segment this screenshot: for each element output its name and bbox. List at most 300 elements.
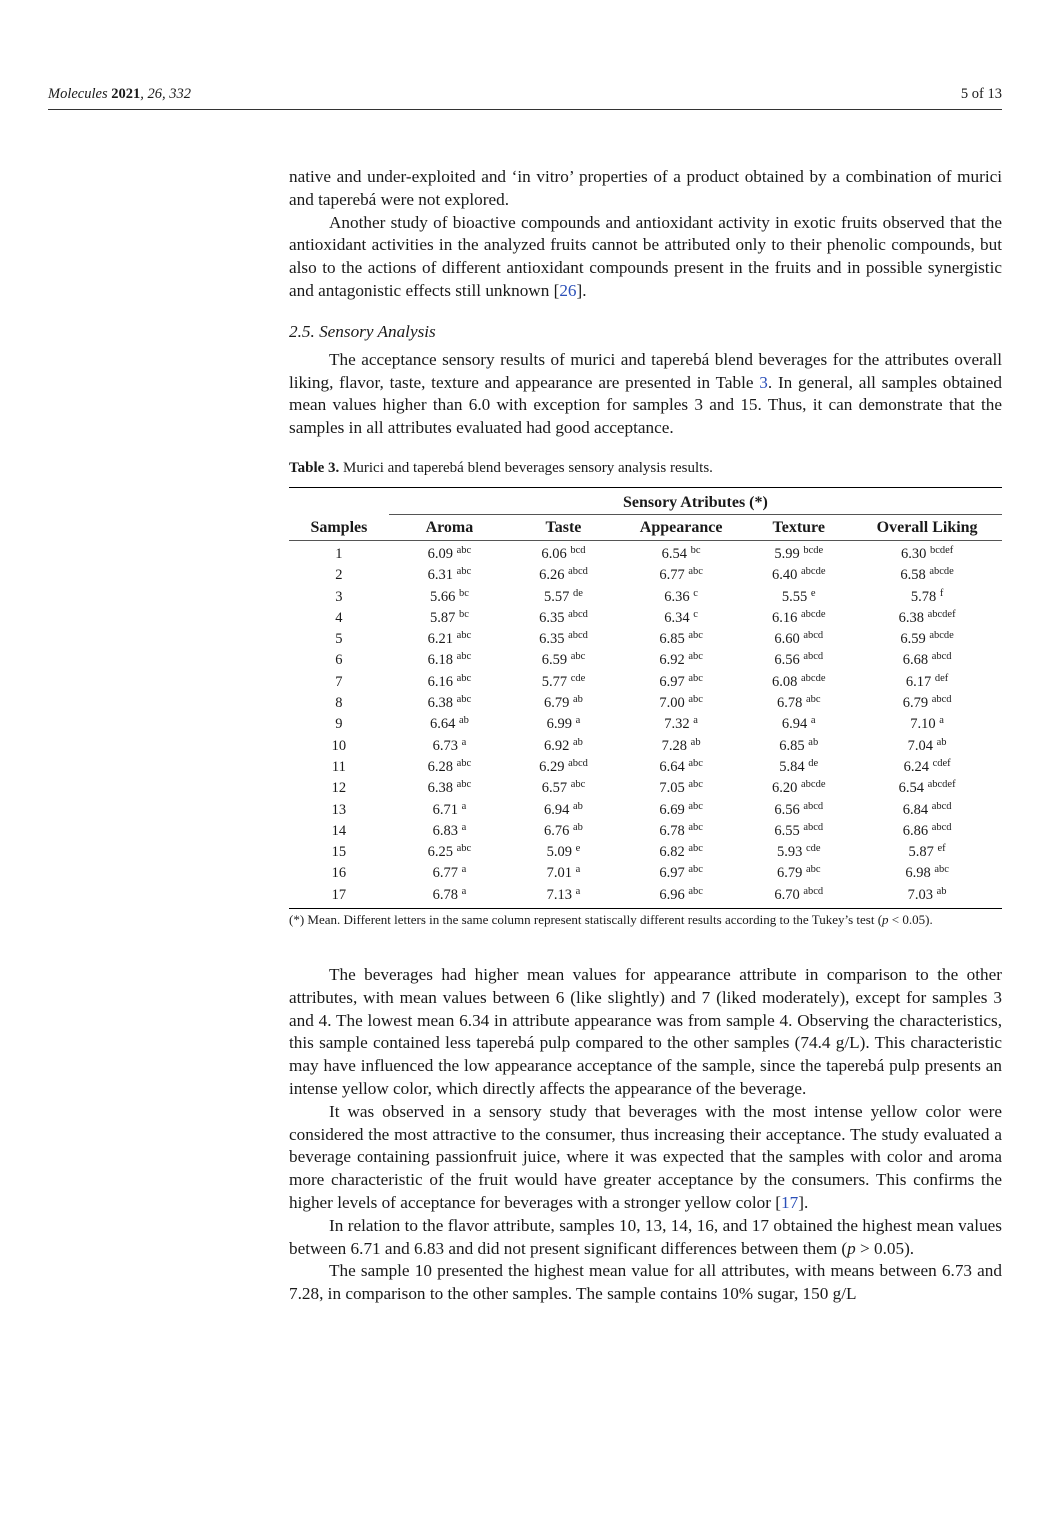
column-header: Taste	[510, 514, 617, 540]
significance-letters: abcd	[803, 885, 824, 897]
mean-value: 6.92	[659, 652, 685, 669]
column-header: Overall Liking	[852, 514, 1002, 540]
significance-letters: abcd	[568, 608, 588, 620]
significance-letters: abcde	[801, 566, 826, 578]
significance-letters: ab	[458, 715, 469, 727]
value-cell	[510, 693, 617, 714]
significance-letters: abc	[456, 843, 472, 855]
paragraph-text: The acceptance sensory results of murici and taperebá blend beverages for the attributes overall liking, flavor, taste, texture and appearance are presented in Table	[289, 349, 1002, 392]
mean-value: 5.93	[776, 844, 803, 861]
significance-letters: abc	[688, 779, 703, 791]
table-row	[289, 885, 1002, 909]
value-cell	[852, 800, 1002, 821]
value-cell	[617, 540, 745, 565]
mean-value: 6.34	[664, 609, 690, 626]
mean-value: 6.78	[776, 695, 803, 712]
mean-value: 6.28	[427, 758, 453, 775]
value-cell	[389, 693, 510, 714]
table-row	[289, 714, 1002, 735]
mean-value: 6.54	[661, 545, 688, 562]
mean-value: 6.77	[432, 865, 458, 882]
value-cell	[745, 736, 852, 757]
significance-letters: bc	[458, 608, 469, 620]
value-cell	[745, 650, 852, 671]
table-row	[289, 608, 1002, 629]
sample-cell: 15	[331, 844, 347, 861]
mean-value: 6.59	[900, 631, 926, 648]
significance-letters: bcde	[803, 544, 824, 556]
mean-value: 5.66	[429, 588, 456, 605]
mean-value: 6.60	[774, 631, 800, 648]
value-cell	[745, 842, 852, 863]
significance-letters: a	[693, 715, 698, 727]
mean-value: 6.18	[427, 652, 453, 669]
significance-letters: ef	[937, 843, 946, 855]
value-cell	[389, 863, 510, 884]
mean-value: 6.82	[659, 844, 685, 861]
value-cell	[510, 650, 617, 671]
mean-value: 6.96	[659, 886, 685, 903]
table-link[interactable]: 3	[759, 372, 768, 392]
significance-letters: abc	[688, 864, 703, 876]
mean-value: 6.24	[903, 758, 929, 775]
mean-value: 6.85	[779, 737, 805, 754]
paragraph-flavor	[289, 1215, 1002, 1261]
significance-letters: a	[810, 715, 816, 727]
value-cell	[617, 629, 745, 650]
significance-letters: abc	[570, 651, 586, 663]
table-body	[289, 540, 1002, 908]
mean-value: 6.79	[544, 695, 570, 712]
sample-cell: 17	[289, 885, 389, 909]
mean-value: 6.58	[900, 567, 926, 584]
value-cell	[852, 693, 1002, 714]
significance-letters: abcde	[801, 672, 826, 684]
mean-value: 6.38	[898, 609, 924, 626]
significance-letters: abcd	[568, 630, 588, 642]
significance-letters: abcd	[568, 566, 588, 578]
value-cell	[389, 800, 510, 821]
mean-value: 7.03	[907, 886, 934, 903]
significance-letters: def	[934, 672, 949, 684]
value-cell	[745, 778, 852, 799]
significance-letters: e	[575, 843, 581, 855]
mean-value: 6.08	[772, 673, 798, 690]
significance-letters: abcd	[568, 757, 588, 769]
mean-value: 6.16	[772, 609, 798, 626]
sample-cell: 11	[331, 758, 346, 775]
significance-letters: bc	[690, 544, 701, 556]
page-number: 5 of 13	[960, 86, 1002, 102]
citation-link[interactable]: 17	[781, 1192, 799, 1212]
mean-value: 6.31	[427, 567, 453, 584]
significance-letters: abc	[688, 757, 703, 769]
significance-letters: bcdef	[929, 544, 954, 556]
value-cell	[852, 672, 1002, 693]
value-cell	[510, 540, 617, 565]
paragraph-yellow	[289, 1101, 1002, 1215]
value-cell	[617, 885, 745, 909]
sample-cell: 10	[331, 737, 347, 754]
mean-value: 7.13	[546, 886, 573, 903]
significance-letters: abc	[456, 757, 472, 769]
value-cell	[745, 672, 852, 693]
mean-value: 6.71	[432, 801, 458, 818]
mean-value: 7.05	[659, 780, 685, 797]
value-cell	[389, 540, 510, 565]
mean-value: 6.68	[902, 652, 929, 669]
paragraph-text: Another study of bioactive compounds and antioxidant activity in exotic fruits observed that the antioxidant activities in the analyzed fruits cannot be attributed only to their phenolic compounds, but also to the actions of different antioxidant compounds present in the fruits and in possible synergistic and antagonistic effects still unknown [	[289, 212, 1002, 300]
value-cell	[389, 650, 510, 671]
value-cell	[510, 714, 617, 735]
significance-letters: ab	[573, 694, 583, 706]
mean-value: 6.40	[772, 567, 798, 584]
sample-cell: 5	[335, 631, 343, 648]
significance-letters: ab	[573, 821, 583, 833]
significance-letters: abc	[456, 630, 472, 642]
value-cell	[510, 863, 617, 884]
significance-letters: ab	[936, 885, 947, 897]
value-cell	[510, 757, 617, 778]
mean-value: 6.36	[664, 588, 690, 605]
footnote-text: (*) Mean. Different letters in the same column represent statiscally different results according to the Tukey’s test (	[289, 912, 883, 928]
value-cell	[510, 587, 617, 608]
sample-cell: 9	[335, 716, 343, 733]
value-cell	[745, 800, 852, 821]
value-cell	[389, 587, 510, 608]
significance-letters: abc	[570, 779, 586, 791]
significance-letters: ab	[936, 736, 947, 748]
value-cell	[510, 800, 617, 821]
footnote-tail: < 0.05).	[888, 912, 933, 928]
mean-value: 6.77	[659, 567, 685, 584]
journal-year: 2021	[111, 86, 141, 102]
mean-value: 6.54	[898, 780, 924, 797]
value-cell	[389, 757, 510, 778]
mean-value: 6.99	[546, 716, 573, 733]
value-cell	[617, 587, 745, 608]
table-row	[289, 565, 1002, 586]
value-cell	[510, 608, 617, 629]
value-cell	[389, 629, 510, 650]
table-row	[289, 863, 1002, 884]
significance-letters: abcd	[803, 630, 824, 642]
table-caption-label: Table 3.	[289, 459, 340, 476]
significance-letters: abc	[456, 651, 472, 663]
value-cell	[617, 608, 745, 629]
value-cell	[389, 842, 510, 863]
mean-value: 6.56	[774, 652, 800, 669]
value-cell	[510, 821, 617, 842]
value-cell	[617, 778, 745, 799]
value-cell	[745, 885, 852, 909]
value-cell	[510, 736, 617, 757]
table-group-header: Sensory Atributes (*)	[389, 488, 1002, 515]
mean-value: 6.79	[776, 865, 803, 882]
value-cell	[389, 565, 510, 586]
sample-cell: 13	[331, 801, 347, 818]
mean-value: 6.64	[429, 716, 456, 733]
value-cell	[510, 629, 617, 650]
mean-value: 6.73	[432, 737, 458, 754]
sample-cell: 2	[335, 567, 343, 584]
value-cell	[852, 821, 1002, 842]
value-cell	[389, 608, 510, 629]
value-cell	[617, 757, 745, 778]
intro-paragraph: native and under-exploited and ‘in vitro’ properties of a product obtained by a combination of murici and taperebá were not explored.	[289, 167, 1002, 209]
significance-letters: abc	[688, 566, 703, 578]
mean-value: 6.97	[659, 865, 685, 882]
paragraph-appearance: The beverages had higher mean values for appearance attribute in comparison to the other attributes, with mean values between 6 (like slightly) and 7 (liked moderately), except for samples 3 and 4. The lowest mean 6.34 in attribute appearance was from sample 4. Observing the characteristics, this sample contained less taperebá pulp compared to the other samples (74.4 g/L). This characteristic may have influenced the low appearance acceptance of the sample, since the taperebá pulp presents an intense yellow color, which directly affects the appearance of the beverage.	[289, 965, 1002, 1098]
significance-letters: bcd	[570, 544, 586, 556]
sample-cell: 6	[335, 652, 343, 669]
value-cell	[852, 608, 1002, 629]
mean-value: 6.79	[902, 695, 929, 712]
significance-letters: abc	[688, 694, 703, 706]
mean-value: 5.84	[779, 758, 805, 775]
mean-value: 6.21	[427, 631, 453, 648]
mean-value: 6.17	[905, 673, 932, 690]
table-row	[289, 540, 1002, 565]
value-cell	[389, 778, 510, 799]
mean-value: 5.78	[910, 588, 937, 605]
paragraph-text: It was observed in a sensory study that beverages with the most intense yellow color were considered the most attractive to the consumer, thus increasing their acceptance. The study evaluated a beverage containing passionfruit juice, where it was expected that the samples with color and aroma more characteristic of the fruit would have greater acceptance by the consumers. This confirms the higher levels of acceptance for beverages with a stronger yellow color [	[289, 1101, 1002, 1212]
significance-letters: de	[808, 757, 819, 769]
significance-letters: ab	[573, 736, 583, 748]
value-cell	[510, 885, 617, 909]
value-cell	[852, 736, 1002, 757]
mean-value: 6.25	[427, 844, 453, 861]
paragraph-antioxidant	[289, 212, 1002, 303]
value-cell	[852, 885, 1002, 909]
sample-cell: 7	[335, 673, 343, 690]
main-content	[289, 166, 1002, 1306]
significance-letters: a	[461, 864, 467, 876]
value-cell	[745, 540, 852, 565]
table-row	[289, 800, 1002, 821]
mean-value: 6.30	[900, 545, 927, 562]
mean-value: 7.00	[659, 695, 685, 712]
table-footnote	[289, 912, 1002, 928]
paragraph-sensory	[289, 349, 1002, 440]
significance-letters: abc	[688, 800, 703, 812]
mean-value: 6.83	[432, 822, 458, 839]
table-header-row	[289, 514, 1002, 540]
mean-value: 6.57	[541, 780, 568, 797]
significance-letters: abc	[688, 821, 703, 833]
significance-letters: abc	[805, 694, 821, 706]
table-row	[289, 842, 1002, 863]
mean-value: 6.09	[427, 545, 453, 562]
significance-letters: abcde	[801, 779, 826, 791]
value-cell	[852, 757, 1002, 778]
mean-value: 6.64	[659, 758, 685, 775]
value-cell	[745, 608, 852, 629]
value-cell	[510, 672, 617, 693]
mean-value: 7.10	[910, 716, 936, 733]
significance-letters: abc	[688, 651, 703, 663]
significance-letters: a	[461, 885, 467, 897]
value-cell	[389, 714, 510, 735]
significance-letters: ab	[573, 800, 583, 812]
value-cell	[510, 778, 617, 799]
paragraph-tail: ].	[576, 280, 587, 300]
value-cell	[745, 821, 852, 842]
column-header: Aroma	[389, 514, 510, 540]
sample-cell: 16	[331, 865, 347, 882]
table-row	[289, 587, 1002, 608]
table-row	[289, 778, 1002, 799]
value-cell	[617, 672, 745, 693]
mean-value: 6.69	[659, 801, 685, 818]
significance-letters: a	[575, 885, 581, 897]
value-cell	[389, 885, 510, 909]
table-caption	[289, 460, 1002, 477]
table-row	[289, 629, 1002, 650]
value-cell	[852, 650, 1002, 671]
significance-letters: c	[693, 608, 698, 620]
value-cell	[617, 650, 745, 671]
value-cell	[745, 565, 852, 586]
value-cell	[852, 540, 1002, 565]
column-header: Texture	[745, 514, 852, 540]
value-cell	[617, 842, 745, 863]
column-header: Samples	[289, 514, 389, 540]
table-row	[289, 757, 1002, 778]
significance-letters: abc	[456, 566, 472, 578]
significance-letters: abcd	[803, 821, 824, 833]
significance-letters: abc	[688, 843, 703, 855]
mean-value: 6.56	[774, 801, 800, 818]
mean-value: 6.86	[902, 822, 929, 839]
paragraph-tail: > 0.05).	[855, 1238, 915, 1258]
significance-letters: abc	[456, 672, 472, 684]
mean-value: 6.35	[539, 631, 565, 648]
value-cell	[617, 821, 745, 842]
journal-volume: , 26, 332	[140, 86, 191, 102]
significance-letters: a	[575, 864, 581, 876]
journal-name: Molecules	[48, 86, 108, 102]
mean-value: 6.70	[774, 886, 800, 903]
significance-letters: a	[461, 736, 467, 748]
sample-cell: 12	[331, 780, 347, 797]
value-cell	[617, 736, 745, 757]
mean-value: 6.38	[427, 780, 453, 797]
mean-value: 6.55	[774, 822, 800, 839]
column-header: Appearance	[617, 514, 745, 540]
mean-value: 6.94	[544, 801, 570, 818]
significance-letters: abc	[688, 630, 703, 642]
mean-value: 6.76	[544, 822, 570, 839]
significance-letters: cde	[570, 672, 586, 684]
significance-letters: abc	[456, 694, 472, 706]
p-symbol: p	[847, 1238, 856, 1258]
significance-letters: abcd	[931, 821, 952, 833]
significance-letters: abc	[805, 864, 821, 876]
mean-value: 6.20	[772, 780, 798, 797]
value-cell	[745, 863, 852, 884]
paragraph-text: In relation to the flavor attribute, samples 10, 13, 14, 16, and 17 obtained the highest mean values between 6.71 and 6.83 and did not present significant differences between them (	[289, 1215, 1002, 1258]
paragraph-tail: . In general, all samples obtained mean values higher than 6.0 with exception for samples 3 and 15. Thus, it can demonstrate that the samples in all attributes evaluated had good acceptance.	[289, 372, 1002, 438]
significance-letters: cde	[805, 843, 821, 855]
mean-value: 5.99	[774, 545, 800, 562]
value-cell	[852, 587, 1002, 608]
value-cell	[617, 800, 745, 821]
value-cell	[852, 778, 1002, 799]
discussion	[289, 964, 1002, 1306]
table-row	[289, 672, 1002, 693]
sensory-table	[289, 487, 1002, 909]
significance-letters: abcd	[803, 800, 824, 812]
significance-letters: f	[939, 587, 944, 599]
significance-letters: abc	[688, 885, 703, 897]
significance-letters: a	[939, 715, 944, 727]
mean-value: 6.85	[659, 631, 685, 648]
value-cell	[745, 693, 852, 714]
mean-value: 6.06	[541, 545, 567, 562]
page-header	[48, 86, 1002, 110]
significance-letters: a	[575, 715, 581, 727]
value-cell	[617, 863, 745, 884]
value-cell	[852, 565, 1002, 586]
significance-letters: abc	[456, 779, 472, 791]
significance-letters: bc	[458, 587, 469, 599]
mean-value: 7.32	[664, 716, 690, 733]
table-row	[289, 693, 1002, 714]
mean-value: 6.97	[659, 673, 685, 690]
value-cell	[852, 863, 1002, 884]
footnote-p: p	[882, 912, 889, 928]
mean-value: 6.59	[541, 652, 568, 669]
mean-value: 5.87	[429, 609, 456, 626]
sample-cell: 1	[335, 545, 343, 562]
value-cell	[617, 565, 745, 586]
significance-letters: abcd	[931, 651, 952, 663]
significance-letters: a	[461, 821, 467, 833]
value-cell	[852, 629, 1002, 650]
table-row	[289, 650, 1002, 671]
significance-letters: de	[573, 587, 583, 599]
significance-letters: abcd	[931, 800, 952, 812]
value-cell	[617, 714, 745, 735]
value-cell	[745, 629, 852, 650]
mean-value: 6.78	[659, 822, 685, 839]
value-cell	[510, 565, 617, 586]
mean-value: 6.29	[539, 758, 565, 775]
mean-value: 6.98	[905, 865, 931, 882]
citation-link[interactable]: 26	[559, 280, 577, 300]
mean-value: 7.04	[907, 737, 934, 754]
value-cell	[745, 714, 852, 735]
value-cell	[852, 714, 1002, 735]
value-cell	[389, 672, 510, 693]
significance-letters: cdef	[932, 757, 951, 769]
significance-letters: abc	[456, 544, 472, 556]
section-title: 2.5. Sensory Analysis	[289, 321, 436, 341]
mean-value: 5.87	[908, 844, 934, 861]
mean-value: 6.16	[427, 673, 453, 690]
mean-value: 7.01	[546, 865, 573, 882]
mean-value: 6.78	[432, 886, 458, 903]
significance-letters: abcdef	[927, 608, 956, 620]
value-cell	[852, 842, 1002, 863]
table-caption-text: Murici and taperebá blend beverages sensory analysis results.	[339, 459, 713, 476]
mean-value: 5.77	[541, 673, 568, 690]
significance-letters: abcde	[929, 566, 954, 578]
mean-value: 7.28	[661, 737, 688, 754]
value-cell	[389, 736, 510, 757]
paragraph-tail: ].	[798, 1192, 809, 1212]
